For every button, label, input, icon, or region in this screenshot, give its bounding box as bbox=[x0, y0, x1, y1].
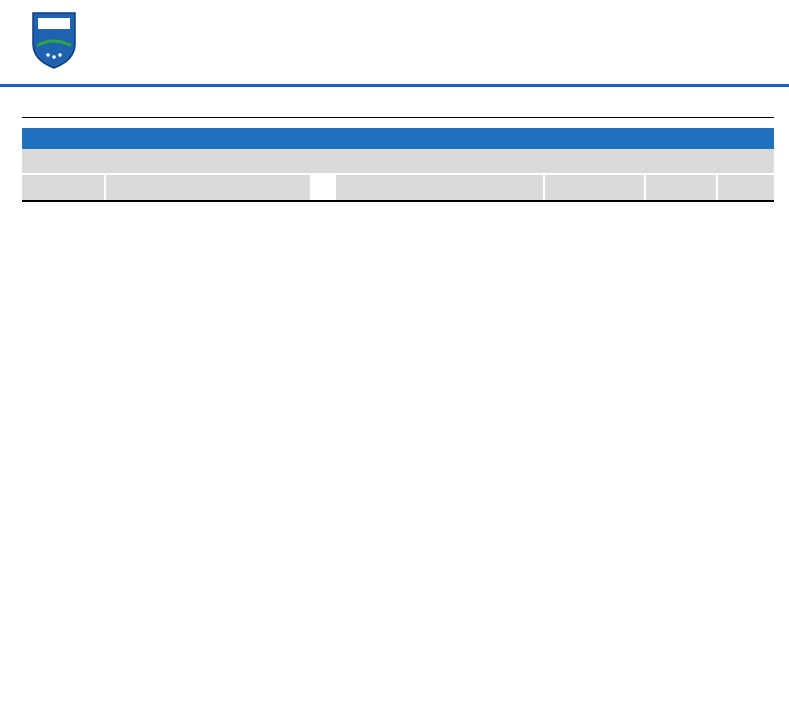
page-header bbox=[0, 0, 789, 86]
col-header-naipe bbox=[718, 175, 774, 200]
sport-banner bbox=[22, 128, 774, 149]
header-divider bbox=[0, 84, 789, 87]
league-logo-icon bbox=[30, 10, 78, 70]
date-venue-bar bbox=[22, 149, 774, 173]
col-header-cat bbox=[545, 175, 644, 200]
col-header-time bbox=[22, 175, 104, 200]
title-divider bbox=[22, 117, 774, 118]
col-header-gp bbox=[646, 175, 716, 200]
header-rule bbox=[22, 200, 774, 202]
col-header-team1 bbox=[106, 175, 310, 200]
col-header-team2 bbox=[336, 175, 543, 200]
